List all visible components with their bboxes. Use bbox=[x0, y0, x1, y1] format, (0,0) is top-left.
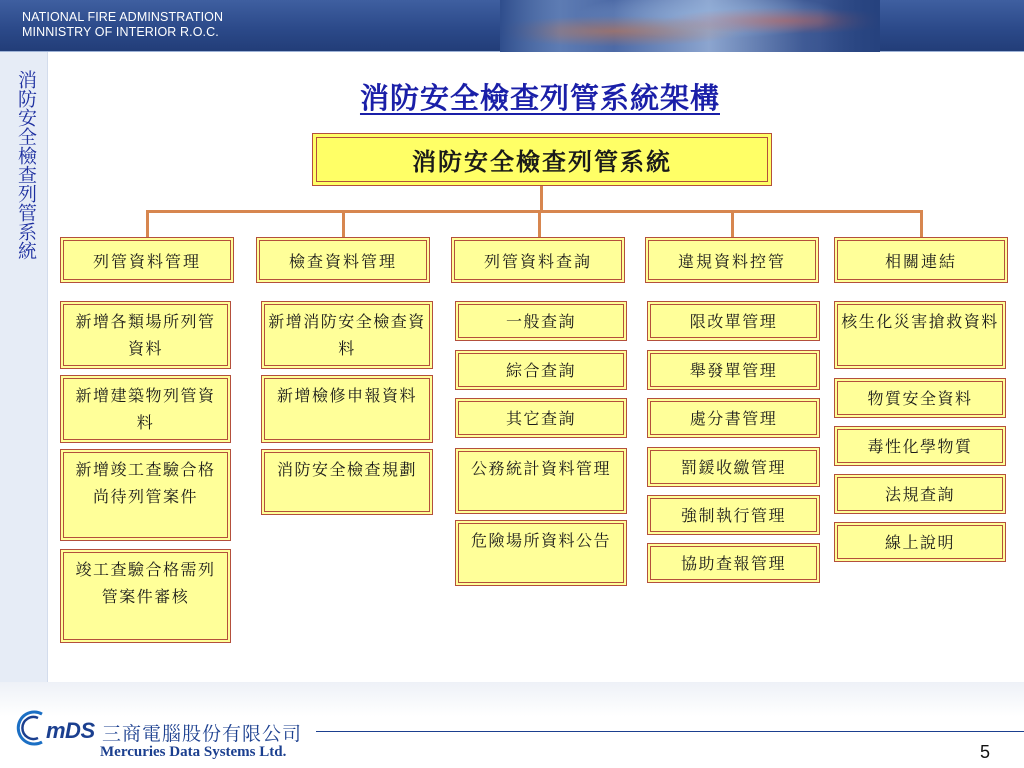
connector-branch bbox=[538, 210, 541, 237]
leaf-node: 強制執行管理 bbox=[647, 495, 820, 535]
category-node: 檢查資料管理 bbox=[256, 237, 430, 283]
leaf-node: 竣工查驗合格需列管案件審核 bbox=[60, 549, 231, 643]
leaf-node: 核生化災害搶救資料 bbox=[834, 301, 1006, 369]
side-title: 消防安全檢查列管系統 bbox=[15, 70, 37, 260]
company-name-cn: 三商電腦股份有限公司 bbox=[102, 723, 303, 745]
leaf-node: 其它查詢 bbox=[455, 398, 627, 438]
leaf-node: 新增竣工查驗合格尚待列管案件 bbox=[60, 449, 231, 541]
leaf-node: 新增建築物列管資料 bbox=[60, 375, 231, 443]
footer-divider bbox=[316, 731, 1024, 732]
category-node: 列管資料查詢 bbox=[451, 237, 625, 283]
agency-line-1: NATIONAL FIRE ADMINSTRATION bbox=[22, 10, 224, 24]
leaf-node: 新增各類場所列管資料 bbox=[60, 301, 231, 369]
connector-branch bbox=[731, 210, 734, 237]
leaf-node: 罰鍰收繳管理 bbox=[647, 447, 820, 487]
category-node: 相關連結 bbox=[834, 237, 1008, 283]
leaf-node: 限改單管理 bbox=[647, 301, 820, 341]
leaf-node: 線上說明 bbox=[834, 522, 1006, 562]
leaf-node: 公務統計資料管理 bbox=[455, 448, 627, 514]
category-node: 列管資料管理 bbox=[60, 237, 234, 283]
leaf-node: 危險場所資料公告 bbox=[455, 520, 627, 586]
leaf-node: 處分書管理 bbox=[647, 398, 820, 438]
logo-text: mDS bbox=[46, 718, 95, 743]
leaf-node: 消防安全檢查規劃 bbox=[261, 449, 433, 515]
banner-photo-fade bbox=[820, 0, 880, 52]
leaf-node: 毒性化學物質 bbox=[834, 426, 1006, 466]
leaf-node: 物質安全資料 bbox=[834, 378, 1006, 418]
company-name-en: Mercuries Data Systems Ltd. bbox=[100, 744, 287, 760]
leaf-node: 協助查報管理 bbox=[647, 543, 820, 583]
mds-logo-icon bbox=[12, 708, 48, 748]
banner-photo-fade bbox=[500, 0, 560, 52]
leaf-node: 新增檢修申報資料 bbox=[261, 375, 433, 443]
leaf-node: 法規查詢 bbox=[834, 474, 1006, 514]
leaf-node: 一般查詢 bbox=[455, 301, 627, 341]
leaf-node: 綜合查詢 bbox=[455, 350, 627, 390]
connector-horizontal bbox=[147, 210, 923, 213]
connector-branch bbox=[920, 210, 923, 237]
agency-name bbox=[22, 10, 223, 40]
slide-title: 消防安全檢查列管系統架構 bbox=[359, 81, 720, 115]
leaf-node: 新增消防安全檢查資料 bbox=[261, 301, 433, 369]
agency-line-2: MINNISTRY OF INTERIOR R.O.C. bbox=[22, 25, 219, 39]
leaf-node: 舉發單管理 bbox=[647, 350, 820, 390]
root-node: 消防安全檢查列管系統 bbox=[312, 133, 772, 186]
connector-branch bbox=[146, 210, 149, 237]
connector-branch bbox=[342, 210, 345, 237]
page-number: 5 bbox=[980, 742, 991, 762]
category-node: 違規資料控管 bbox=[645, 237, 819, 283]
connector-root-stem bbox=[540, 186, 543, 212]
